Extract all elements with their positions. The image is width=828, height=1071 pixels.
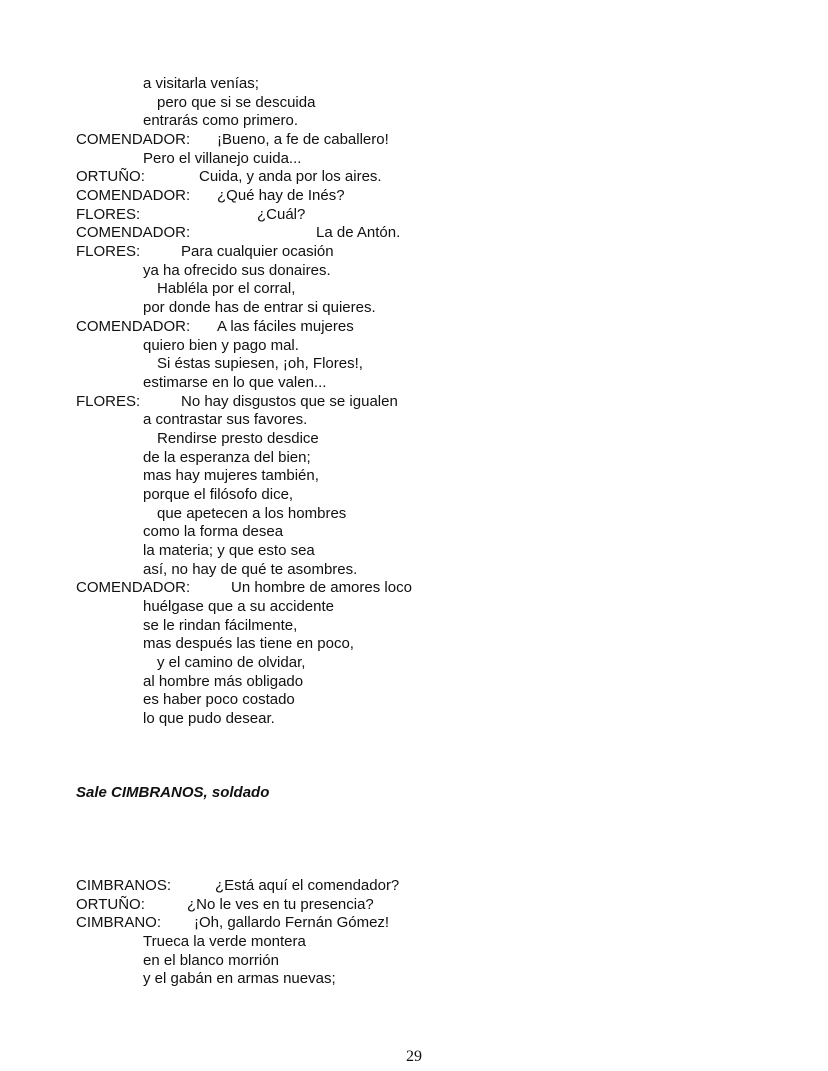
verse-text: Trueca la verde montera (143, 933, 306, 951)
verse-text: por donde has de entrar si quieres. (143, 299, 376, 317)
speaker-name: COMENDADOR: (76, 579, 191, 597)
verse-text: ya ha ofrecido sus donaires. (143, 261, 331, 279)
page-number: 29 (406, 1048, 422, 1065)
verse-text: y el gabán en armas nuevas; (143, 970, 336, 988)
speaker-name: COMENDADOR: (76, 317, 191, 335)
verse-text: quiero bien y pago mal. (143, 336, 299, 354)
verse-text: Un hombre de amores loco (231, 579, 412, 597)
verse-text: Para cualquier ocasión (181, 243, 334, 261)
verse-text: lo que pudo desear. (143, 710, 275, 728)
verse-text: entrarás como primero. (143, 112, 299, 130)
verse-text: porque el filósofo dice, (143, 485, 294, 503)
verse-text: así, no hay de qué te asombres. (143, 560, 358, 578)
verse-text: ¿Cuál? (257, 205, 306, 223)
verse-text: Habléla por el corral, (157, 280, 296, 298)
verse-text: que apetecen a los hombres (157, 504, 347, 522)
speaker-name: COMENDADOR: (76, 131, 191, 149)
verse-text: No hay disgustos que se igualen (181, 392, 398, 410)
verse-text: mas hay mujeres también, (143, 467, 319, 485)
verse-text: estimarse en lo que valen... (143, 373, 327, 391)
speaker-name: CIMBRANOS: (76, 877, 172, 894)
verse-text: La de Antón. (316, 224, 401, 242)
verse-text: y el camino de olvidar, (157, 654, 306, 672)
verse-text: de la esperanza del bien; (143, 448, 311, 466)
verse-text: Si éstas supiesen, ¡oh, Flores!, (157, 355, 363, 373)
verse-text: A las fáciles mujeres (217, 317, 354, 335)
speaker-name: FLORES: (76, 205, 141, 223)
verse-text: como la forma desea (143, 523, 284, 541)
verse-text: ¡Oh, gallardo Fernán Gómez! (194, 914, 390, 932)
verse-text: a visitarla venías; (143, 75, 259, 92)
verse-text: huélgase que a su accidente (143, 598, 334, 616)
verse-text: se le rindan fácilmente, (143, 616, 298, 634)
speaker-name: FLORES: (76, 392, 141, 410)
speaker-name: ORTUÑO: (76, 168, 145, 186)
verse-text: ¡Bueno, a fe de caballero! (217, 131, 389, 149)
verse-text: ¿Está aquí el comendador? (215, 877, 400, 894)
verse-text: pero que si se descuida (157, 93, 316, 111)
verse-text: a contrastar sus favores. (143, 411, 308, 429)
verse-text: mas después las tiene en poco, (143, 635, 354, 653)
speaker-name: FLORES: (76, 243, 141, 261)
speaker-name: ORTUÑO: (76, 895, 145, 913)
verse-text: Pero el villanejo cuida... (143, 149, 302, 167)
verse-text: Rendirse presto desdice (157, 429, 319, 447)
speaker-name: COMENDADOR: (76, 187, 191, 205)
verse-text: Cuida, y anda por los aires. (199, 168, 382, 186)
verse-text: ¿Qué hay de Inés? (217, 187, 345, 205)
verse-text: es haber poco costado (143, 691, 295, 709)
speaker-name: COMENDADOR: (76, 224, 191, 242)
verse-text: ¿No le ves en tu presencia? (187, 895, 374, 913)
verse-text: al hombre más obligado (143, 672, 304, 690)
stage-direction: Sale CIMBRANOS, soldado (76, 784, 270, 801)
verse-text: la materia; y que esto sea (143, 542, 315, 559)
speaker-name: CIMBRANO: (76, 914, 162, 932)
verse-text: en el blanco morrión (143, 951, 279, 969)
